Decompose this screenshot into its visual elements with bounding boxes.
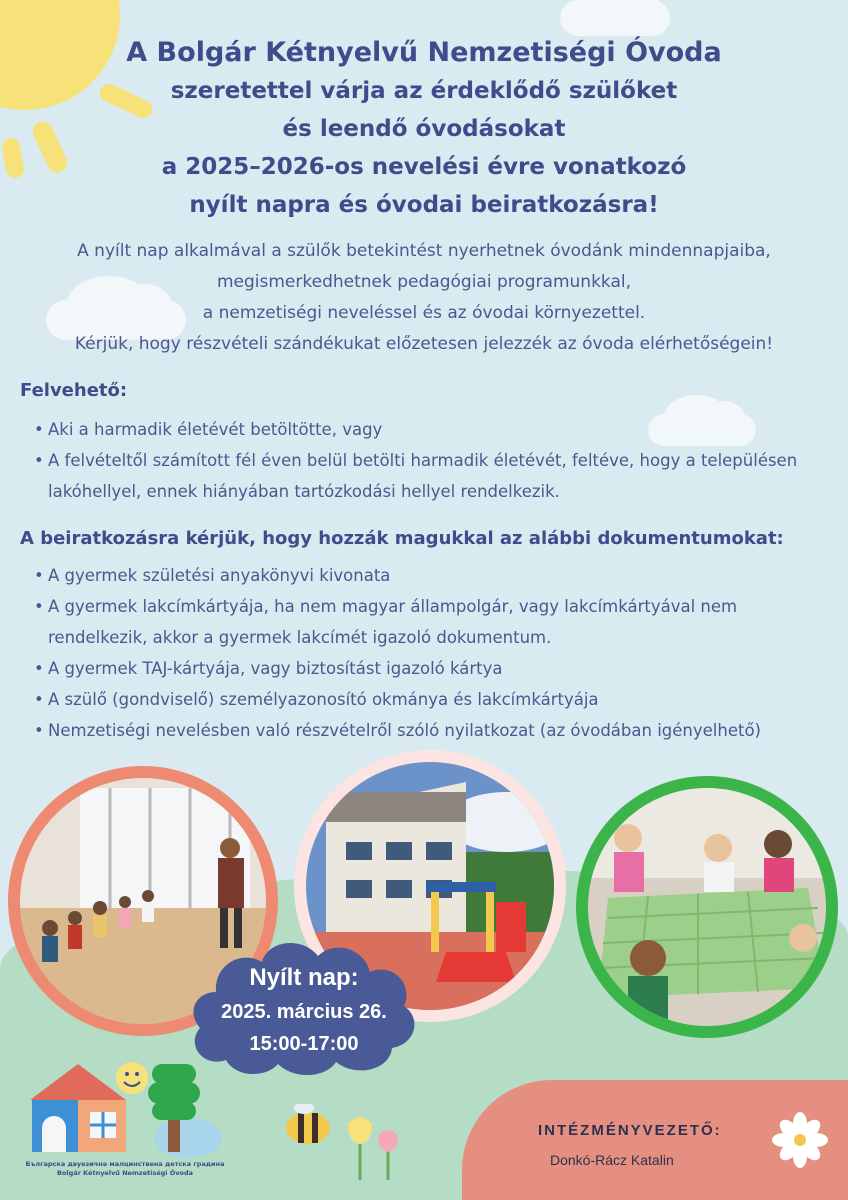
document-item: • A gyermek TAJ-kártyája, vagy biztosítást igazoló kártya — [34, 653, 828, 684]
logo-caption-hu: Bolgár Kétnyelvű Nemzetiségi Óvoda — [56, 1169, 194, 1177]
title-line-3: és leendő óvodásokat — [282, 116, 566, 142]
title-line-4: a 2025–2026-os nevelési évre vonatkozó — [161, 154, 687, 180]
bee-flowers-decoration — [280, 1104, 410, 1184]
title-line-5: nyílt napra és óvodai beiratkozásra! — [189, 192, 659, 218]
intro-paragraph — [0, 236, 848, 360]
logo-caption-bg: Българска двуезична малцинствена детска градина — [25, 1160, 225, 1168]
cloud-decoration — [560, 0, 670, 36]
eligible-item: • Aki a harmadik életévét betöltötte, vagy — [34, 414, 828, 445]
contact-role: INTÉZMÉNYVEZETŐ: — [538, 1122, 722, 1139]
document-item: • A gyermek lakcímkártyája, ha nem magyar állampolgár, vagy lakcímkártyával nem rendelkezik, akkor a gyermek lakcímét igazoló dokumentum. — [34, 591, 828, 653]
open-day-label: Nyílt nap: — [249, 964, 359, 991]
open-day-info — [186, 960, 422, 1060]
eligible-list — [34, 414, 828, 507]
intro-line-4: Kérjük, hogy részvételi szándékukat előzetesen jelezzék az óvoda elérhetőségein! — [74, 334, 774, 354]
intro-line-3: a nemzetiségi neveléssel és az óvodai környezettel. — [202, 303, 646, 323]
flower-icon — [772, 1112, 828, 1168]
open-day-time: 15:00-17:00 — [249, 1033, 359, 1055]
title-line-2: szeretettel várja az érdeklődő szülőket — [170, 78, 678, 104]
documents-list — [34, 560, 828, 746]
photo-kids-table — [576, 776, 838, 1038]
documents-heading: A beiratkozásra kérjük, hogy hozzák magukkal az alábbi dokumentumokat: — [20, 528, 784, 549]
document-item: • Nemzetiségi nevelésben való részvételről szóló nyilatkozat (az óvodában igényelhető) — [34, 715, 828, 746]
intro-line-1: A nyílt nap alkalmával a szülők betekintést nyerhetnek óvodánk mindennapjaiba, — [77, 241, 771, 261]
document-item: • A szülő (gondviselő) személyazonosító okmánya és lakcímkártyája — [34, 684, 828, 715]
open-day-date: 2025. március 26. — [221, 1001, 387, 1023]
title-block — [0, 34, 848, 224]
eligible-item: • A felvételtől számított fél éven belül betölti harmadik életévét, feltéve, hogy a településen lakóhellyel, ennek hiányában tartózkodási hellyel rendelkezik. — [34, 445, 828, 507]
kindergarten-logo — [28, 1058, 228, 1158]
intro-line-2: megismerkedhetnek pedagógiai programunkkal, — [216, 272, 632, 292]
title-line-1: A Bolgár Kétnyelvű Nemzetiségi Óvoda — [126, 37, 722, 68]
eligible-heading: Felvehető: — [20, 380, 128, 401]
contact-name: Donkó-Rácz Katalin — [550, 1152, 674, 1168]
document-item: • A gyermek születési anyakönyvi kivonata — [34, 560, 828, 591]
